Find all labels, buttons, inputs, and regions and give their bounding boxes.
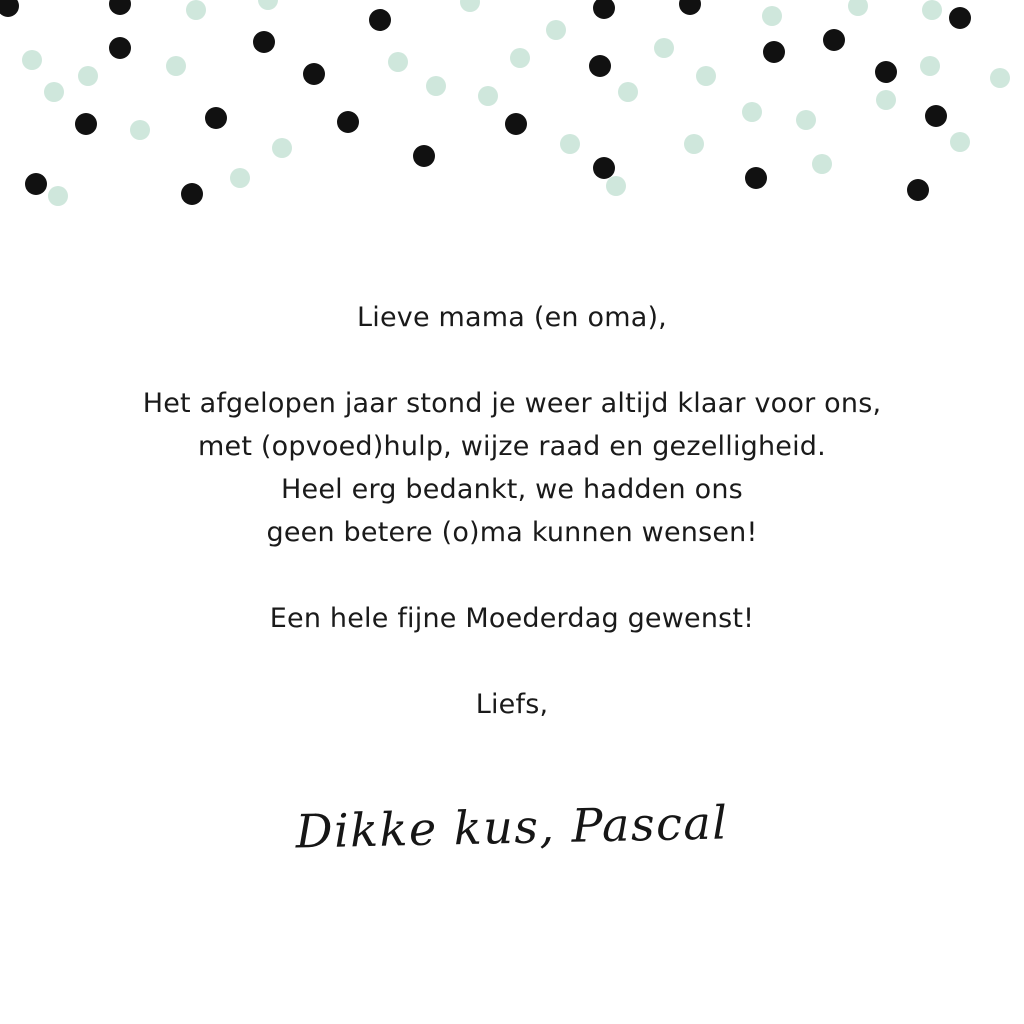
message-line: Het afgelopen jaar stond je weer altijd klaar voor ons,: [142, 388, 882, 419]
confetti-dot: [823, 29, 845, 51]
confetti-dot: [478, 86, 498, 106]
confetti-dot: [272, 138, 292, 158]
card-signature: Dikke kus, Pascal: [295, 795, 729, 859]
confetti-dot: [742, 102, 762, 122]
confetti-dot: [876, 90, 896, 110]
confetti-decoration: [0, 0, 1024, 240]
confetti-dot: [413, 145, 435, 167]
confetti-dot: [253, 31, 275, 53]
confetti-dot: [618, 82, 638, 102]
confetti-dot: [109, 0, 131, 15]
confetti-dot: [950, 132, 970, 152]
confetti-dot: [949, 7, 971, 29]
message-spacer: [0, 554, 1024, 597]
confetti-dot: [546, 20, 566, 40]
confetti-dot: [907, 179, 929, 201]
confetti-dot: [875, 61, 897, 83]
confetti-dot: [426, 76, 446, 96]
confetti-dot: [589, 55, 611, 77]
confetti-dot: [130, 120, 150, 140]
confetti-dot: [75, 113, 97, 135]
confetti-dot: [460, 0, 480, 12]
confetti-dot: [654, 38, 674, 58]
confetti-dot: [745, 167, 767, 189]
confetti-dot: [369, 9, 391, 31]
confetti-dot: [684, 134, 704, 154]
confetti-dot: [560, 134, 580, 154]
confetti-dot: [812, 154, 832, 174]
confetti-dot: [606, 176, 626, 196]
confetti-dot: [181, 183, 203, 205]
confetti-dot: [925, 105, 947, 127]
message-line: Lieve mama (en oma),: [357, 302, 667, 333]
confetti-dot: [22, 50, 42, 70]
confetti-dot: [186, 0, 206, 20]
message-line: Heel erg bedankt, we hadden ons: [281, 474, 743, 505]
message-line: Een hele fijne Moederdag gewenst!: [269, 603, 755, 634]
message-spacer: [0, 640, 1024, 683]
confetti-dot: [230, 168, 250, 188]
confetti-dot: [593, 0, 615, 19]
confetti-dot: [510, 48, 530, 68]
confetti-dot: [44, 82, 64, 102]
message-spacer: [0, 339, 1024, 382]
confetti-dot: [763, 41, 785, 63]
message-line: geen betere (o)ma kunnen wensen!: [266, 517, 758, 548]
confetti-dot: [337, 111, 359, 133]
confetti-dot: [990, 68, 1010, 88]
card-message: [0, 296, 1024, 726]
confetti-dot: [0, 0, 19, 17]
confetti-dot: [78, 66, 98, 86]
confetti-dot: [920, 56, 940, 76]
confetti-dot: [109, 37, 131, 59]
confetti-dot: [166, 56, 186, 76]
confetti-dot: [696, 66, 716, 86]
confetti-dot: [679, 0, 701, 15]
confetti-dot: [258, 0, 278, 10]
confetti-dot: [922, 0, 942, 20]
message-line: Liefs,: [475, 689, 549, 720]
confetti-dot: [388, 52, 408, 72]
confetti-dot: [796, 110, 816, 130]
confetti-dot: [848, 0, 868, 16]
message-line: met (opvoed)hulp, wijze raad en gezelligheid.: [198, 431, 826, 462]
confetti-dot: [25, 173, 47, 195]
confetti-dot: [505, 113, 527, 135]
confetti-dot: [303, 63, 325, 85]
confetti-dot: [48, 186, 68, 206]
confetti-dot: [762, 6, 782, 26]
confetti-dot: [205, 107, 227, 129]
